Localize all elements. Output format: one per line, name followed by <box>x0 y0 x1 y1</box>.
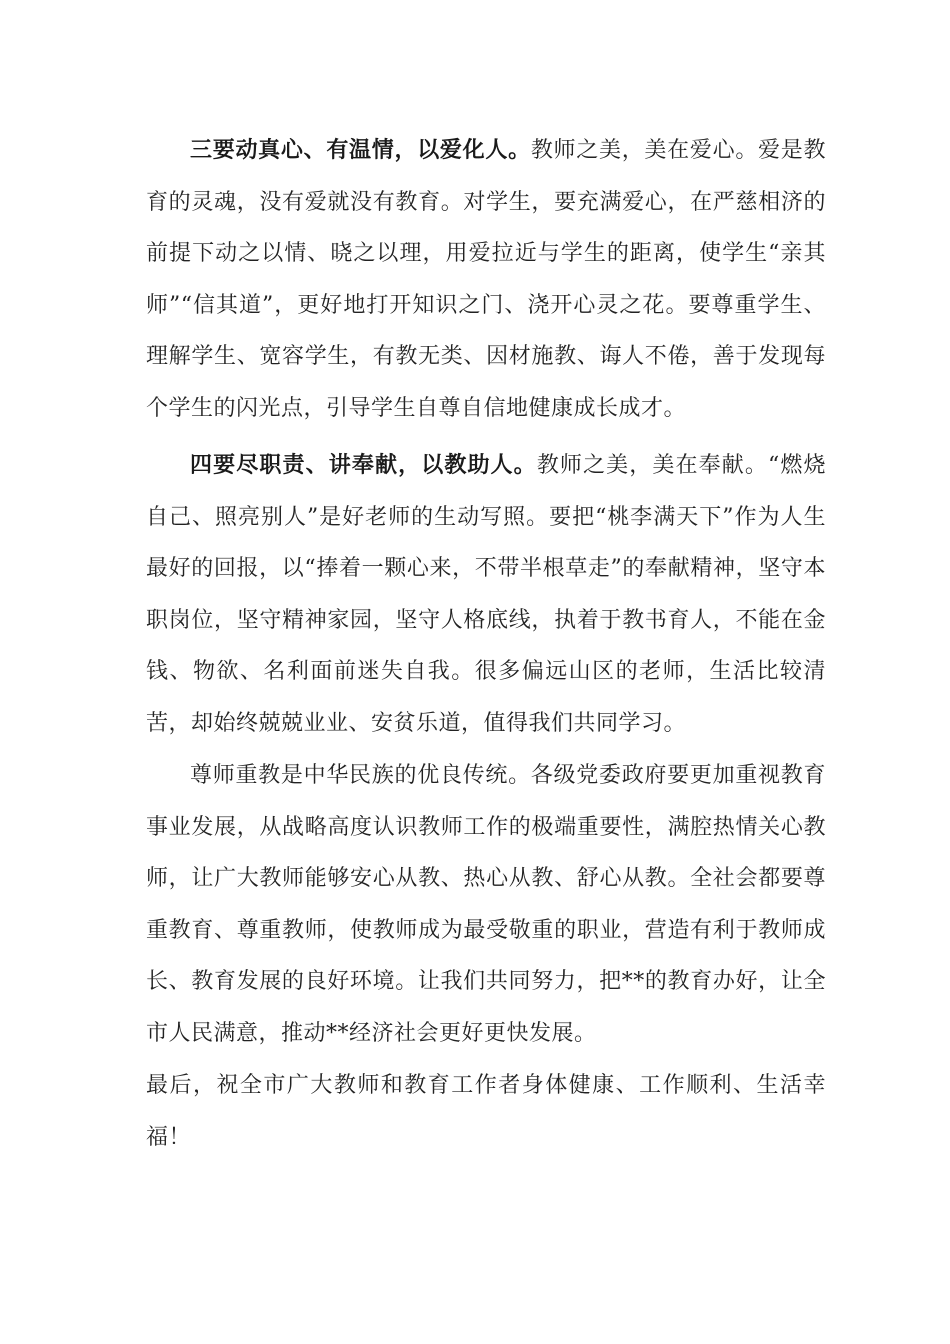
paragraph-body: 尊师重教是中华民族的优良传统。各级党委政府要更加重视教育事业发展，从战略高度认识教师工作的极端重要性，满腔热情关心教师，让广大教师能够安心从教、热心从教、舒心从教。全社会都要尊重教育、尊重教师，使教师成为最受敬重的职业，营造有利于教师成长、教育发展的良好环境。让我们共同努力，把**的教育办好，让全市人民满意，推动**经济社会更好更快发展。 <box>146 763 826 1046</box>
paragraph-lead-heading: 四要尽职责、讲奉献，以教助人。 <box>190 453 537 478</box>
paragraph-body: 最后，祝全市广大教师和教育工作者身体健康、工作顺利、生活幸福！ <box>146 1073 826 1150</box>
paragraph-third-point <box>146 125 826 434</box>
paragraph-body: 教师之美，美在奉献。“燃烧自己、照亮别人”是好老师的生动写照。要把“桃李满天下”作为人生最好的回报，以“捧着一颗心来，不带半根草走”的奉献精神，坚守本职岗位，坚守精神家园，坚守人格底线，执着于教书育人，不能在金钱、物欲、名利面前迷失自我。很多偏远山区的老师，生活比较清苦，却始终兢兢业业、安贫乐道，值得我们共同学习。 <box>146 453 826 736</box>
paragraph-fourth-point <box>146 440 826 749</box>
paragraph-closing-wishes <box>146 1060 826 1163</box>
paragraph-lead-heading: 三要动真心、有温情，以爱化人。 <box>190 138 531 163</box>
paragraph-respect-teachers <box>146 750 826 1059</box>
paragraph-body: 教师之美，美在爱心。爱是教育的灵魂，没有爱就没有教育。对学生，要充满爱心，在严慈相济的前提下动之以情、晓之以理，用爱拉近与学生的距离，使学生“亲其师”“信其道”，更好地打开知识之门、浇开心灵之花。要尊重学生、理解学生、宽容学生，有教无类、因材施教、诲人不倦，善于发现每个学生的闪光点，引导学生自尊自信地健康成长成才。 <box>146 138 826 421</box>
